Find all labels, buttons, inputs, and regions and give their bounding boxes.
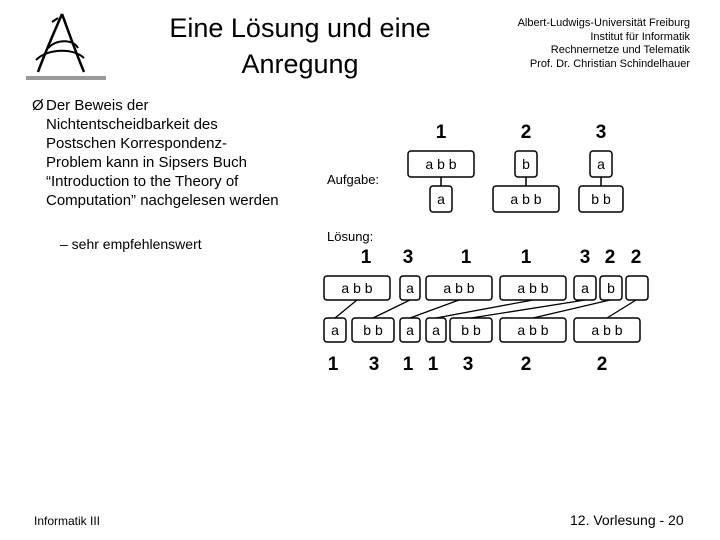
bullet-arrow-icon: Ø: [32, 97, 44, 114]
solution-top-text: a: [406, 280, 414, 296]
affiliation-line: Institut für Informatik: [590, 30, 690, 43]
solution-bottom-number: 3: [368, 354, 380, 375]
task-domino-number: 3: [595, 122, 607, 143]
solution-top-text: a b b: [517, 280, 549, 296]
solution-top-text: b: [607, 280, 615, 296]
solution-bottom-number: 1: [427, 354, 439, 375]
solution-connector: [373, 300, 410, 318]
solution-top-number: 2: [630, 247, 642, 268]
solution-bottom-text: a: [432, 322, 440, 338]
solution-connector: [607, 300, 636, 318]
footer-course: Informatik III: [34, 514, 101, 528]
solution-bottom-number: 3: [462, 354, 474, 375]
task-domino-number: 1: [435, 122, 447, 143]
solution-top-number: 1: [460, 247, 472, 268]
solution-connector: [335, 300, 357, 318]
solution-bottom-text: a: [331, 322, 339, 338]
solution-top-number: 3: [579, 247, 591, 268]
loesung-label: Lösung:: [327, 229, 374, 244]
task-domino-top-text: a b b: [425, 156, 457, 172]
solution-top-number: 1: [520, 247, 532, 268]
footer-page: 12. Vorlesung - 20: [570, 512, 684, 528]
solution-top-box: [626, 276, 648, 300]
aufgabe-label: Aufgabe:: [327, 172, 380, 187]
solution-bottom-text: b b: [363, 322, 383, 338]
task-domino-bottom-text: b b: [591, 191, 611, 207]
bullet-point: [32, 96, 282, 210]
solution-top-number: 2: [604, 247, 616, 268]
affiliation-line: Prof. Dr. Christian Schindelhauer: [529, 57, 690, 70]
title-line-2: Anregung: [241, 49, 359, 79]
solution-bottom-number: 2: [520, 354, 532, 375]
sub-bullet: – sehr empfehlenswert: [60, 236, 202, 252]
pcp-diagram: [300, 110, 660, 380]
solution-bottom-number: 1: [327, 354, 339, 375]
solution-top-text: a b b: [341, 280, 373, 296]
title-line-1: Eine Lösung und eine: [169, 13, 431, 43]
slide-title: [140, 10, 460, 82]
solution-bottom-text: a b b: [517, 322, 549, 338]
diagram-labels: [327, 172, 379, 244]
solution-top-number: 1: [360, 247, 372, 268]
task-domino-top-text: a: [597, 156, 605, 172]
bullet-text: Der Beweis der Nichtentscheidbarkeit des Postschen Korrespondenz-Problem kann in Sipsers Buch “Introduction to the Theory of Computation” nachgelesen werden: [46, 97, 279, 209]
solution-dominoes: [324, 247, 648, 375]
solution-bottom-text: b b: [461, 322, 481, 338]
solution-top-text: a b b: [443, 280, 475, 296]
task-dominoes: [408, 122, 623, 212]
solution-connector: [471, 300, 585, 318]
affiliation-line: Albert-Ludwigs-Universität Freiburg: [517, 17, 690, 29]
university-logo-icon: [18, 8, 110, 86]
solution-bottom-number: 2: [596, 354, 608, 375]
task-domino-number: 2: [520, 122, 532, 143]
solution-bottom-text: a: [406, 322, 414, 338]
task-domino-bottom-text: a b b: [510, 191, 542, 207]
solution-bottom-number: 1: [402, 354, 414, 375]
affiliation-block: [450, 17, 690, 71]
task-domino-top-text: b: [522, 156, 530, 172]
affiliation-line: Rechnernetze und Telematik: [550, 44, 690, 56]
task-domino-bottom-text: a: [437, 191, 445, 207]
solution-top-number: 3: [402, 247, 414, 268]
solution-top-text: a: [581, 280, 589, 296]
solution-bottom-text: a b b: [591, 322, 623, 338]
